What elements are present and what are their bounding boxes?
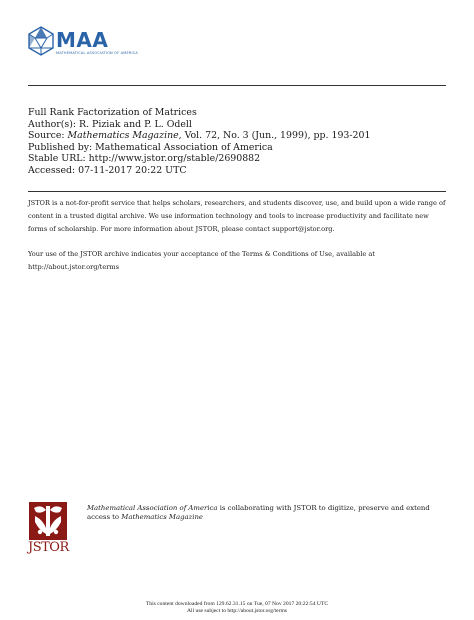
- footer-line-2: All use subject to http://about.jstor.org/terms: [187, 608, 287, 614]
- stable-url-label: Stable URL:: [28, 153, 86, 164]
- maa-logo: [27, 26, 138, 60]
- source-details: , Vol. 72, No. 3 (Jun., 1999), pp. 193-201: [178, 130, 371, 141]
- authors-value: R. Piziak and P. L. Odell: [79, 118, 192, 130]
- authors-label: Author(s):: [28, 118, 77, 130]
- jstor-notice: [28, 197, 448, 286]
- collab-middle: is collaborating with JSTOR to digitize, preserve and extend access to: [87, 504, 430, 521]
- collaboration-statement: [87, 504, 447, 522]
- publisher-line: [28, 142, 370, 154]
- top-divider: [28, 85, 446, 86]
- citation-block: [28, 107, 370, 176]
- accessed-value: 07-11-2017 20:22 UTC: [78, 164, 187, 176]
- maa-icosahedron-icon: [27, 26, 55, 56]
- maa-logo-text: MAA: [56, 28, 109, 52]
- stable-url-link[interactable]: http://www.jstor.org/stable/2690882: [88, 153, 261, 164]
- download-footer: [0, 601, 474, 615]
- source-label: Source:: [28, 130, 65, 141]
- source-journal: Mathematics Magazine: [67, 130, 179, 141]
- middle-divider: [28, 191, 446, 192]
- authors-line: [28, 119, 370, 131]
- accessed-line: [28, 165, 370, 177]
- collab-publisher: Mathematical Association of America: [87, 504, 218, 512]
- accessed-label: Accessed:: [28, 164, 76, 176]
- maa-logo-subtext: MATHEMATICAL ASSOCIATION OF AMERICA: [56, 51, 138, 55]
- publisher-value: Mathematical Association of America: [95, 141, 273, 153]
- source-line: [28, 130, 370, 142]
- jstor-logo: [28, 502, 68, 559]
- jstor-emblem-icon: [29, 502, 67, 540]
- jstor-about-text: JSTOR is a not-for-profit service that helps scholars, researchers, and students discover, use, and build upon a wide range of content in a trusted digital archive. We use information technology and tools to increase productivity and facilitate new forms of scholarship. For more information about JSTOR, please contact support@jstor.org.: [28, 199, 446, 233]
- publisher-label: Published by:: [28, 141, 93, 153]
- jstor-logo-text: JSTOR: [28, 540, 69, 555]
- article-title: Full Rank Factorization of Matrices: [28, 107, 197, 118]
- footer-line-1: This content downloaded from 129.62.31.15 on Tue, 07 Nov 2017 20:22:54 UTC: [145, 601, 329, 607]
- jstor-terms-text: Your use of the JSTOR archive indicates your acceptance of the Terms & Conditions of Use, available at http://about.jstor.org/terms: [28, 250, 375, 271]
- collab-journal: Mathematics Magazine: [121, 513, 203, 521]
- stable-url-line: [28, 153, 370, 165]
